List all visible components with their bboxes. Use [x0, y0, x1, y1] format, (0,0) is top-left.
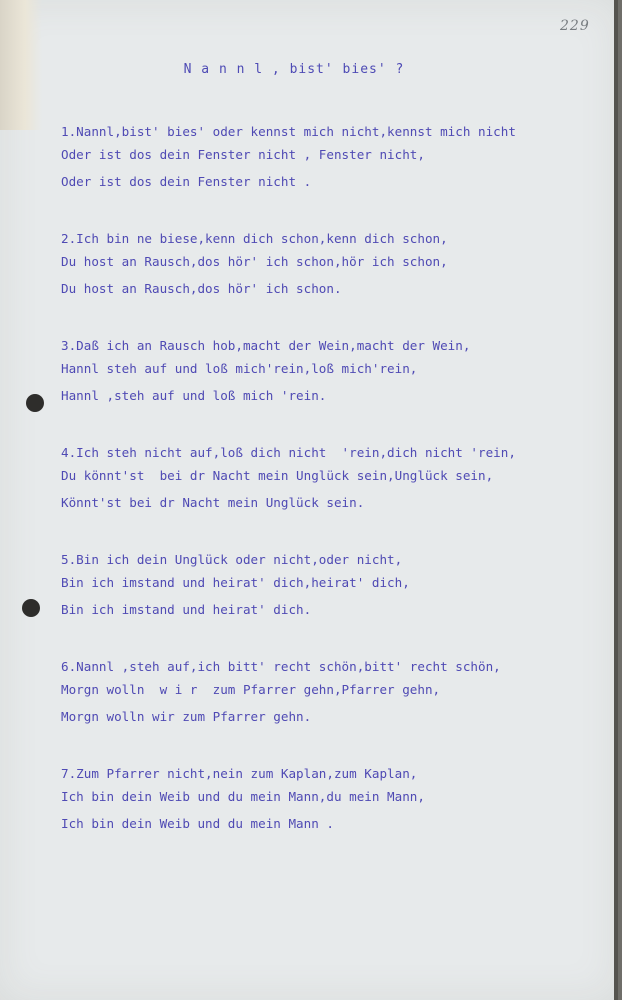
verse-line: Könnt'st bei dr Nacht mein Unglück sein. — [61, 495, 365, 510]
verse-line: Morgn wolln w i r zum Pfarrer gehn,Pfarrer gehn, — [61, 682, 441, 697]
punch-hole — [22, 599, 40, 617]
verse-1 — [61, 120, 581, 193]
verse-line: Bin ich imstand und heirat' dich. — [61, 602, 312, 617]
verse-3 — [61, 334, 581, 407]
verse-line: 2.Ich bin ne biese,kenn dich schon,kenn dich schon, — [61, 231, 448, 246]
verse-4 — [61, 441, 581, 514]
verse-line: Oder ist dos dein Fenster nicht . — [61, 174, 312, 189]
punch-hole — [26, 394, 44, 412]
verse-line: Hannl steh auf und loß mich'rein,loß mich'rein, — [61, 361, 418, 376]
page-edge-shadow — [614, 0, 618, 1000]
verse-6 — [61, 655, 581, 728]
verse-line: Du könnt'st bei dr Nacht mein Unglück sein,Unglück sein, — [61, 468, 494, 483]
verse-line: 1.Nannl,bist' bies' oder kennst mich nicht,kennst mich nicht — [61, 124, 516, 139]
verse-line: 3.Daß ich an Rausch hob,macht der Wein,macht der Wein, — [61, 338, 471, 353]
verse-line: 4.Ich steh nicht auf,loß dich nicht 'rein,dich nicht 'rein, — [61, 445, 516, 460]
page-number: 229 — [560, 18, 590, 34]
verse-line: Bin ich imstand und heirat' dich,heirat' dich, — [61, 575, 410, 590]
verse-line: Du host an Rausch,dos hör' ich schon. — [61, 281, 342, 296]
verse-line: Hannl ,steh auf und loß mich 'rein. — [61, 388, 327, 403]
verse-line: Morgn wolln wir zum Pfarrer gehn. — [61, 709, 312, 724]
song-title: N a n n l , bist' bies' ? — [183, 62, 405, 77]
verses-block — [61, 120, 581, 869]
verse-line: 6.Nannl ,steh auf,ich bitt' recht schön,bitt' recht schön, — [61, 659, 501, 674]
verse-line: 7.Zum Pfarrer nicht,nein zum Kaplan,zum Kaplan, — [61, 766, 418, 781]
verse-line: Oder ist dos dein Fenster nicht , Fenster nicht, — [61, 147, 425, 162]
verse-line: Ich bin dein Weib und du mein Mann,du mein Mann, — [61, 789, 425, 804]
verse-line: Du host an Rausch,dos hör' ich schon,hör ich schon, — [61, 254, 448, 269]
verse-2 — [61, 227, 581, 300]
verse-7 — [61, 762, 581, 835]
verse-line: Ich bin dein Weib und du mein Mann . — [61, 816, 334, 831]
verse-5 — [61, 548, 581, 621]
verse-line: 5.Bin ich dein Unglück oder nicht,oder nicht, — [61, 552, 403, 567]
